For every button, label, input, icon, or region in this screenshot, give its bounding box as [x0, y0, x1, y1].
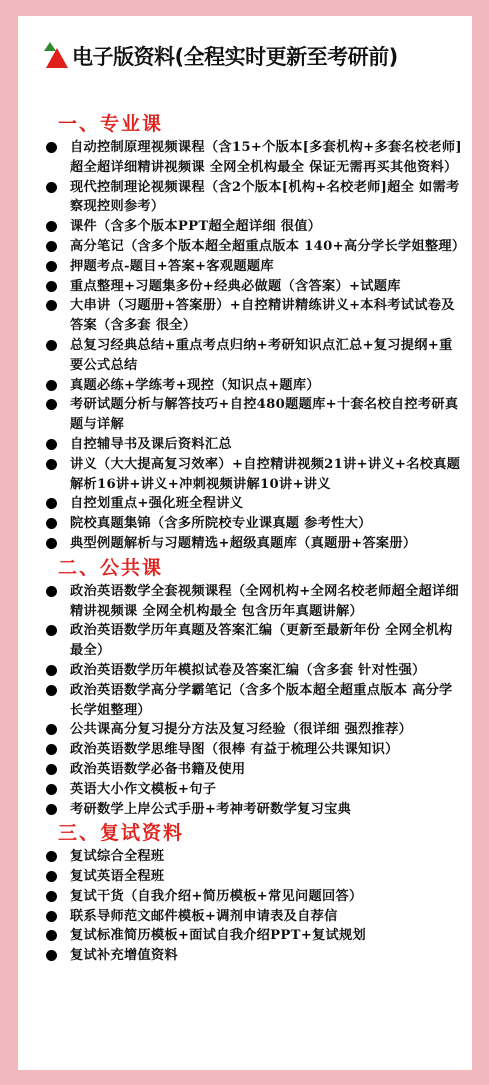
- list-item-text: 自控辅导书及课后资料汇总: [70, 436, 232, 452]
- list-item: [46, 257, 466, 277]
- list-item-text: 联系导师范文邮件模板+调剂申请表及自荐信: [70, 908, 338, 924]
- bullet-icon: [46, 241, 57, 252]
- list-item-text: 真题必练+学练考+现控（知识点+题库）: [70, 377, 320, 393]
- section-heading: 一、专业课: [58, 113, 164, 135]
- bullet-icon: [46, 300, 57, 311]
- list-item: [46, 740, 466, 760]
- list-item: [46, 681, 466, 721]
- bullet-icon: [46, 950, 57, 961]
- list-item-text: 押题考点-题目+答案+客观题题库: [70, 258, 274, 274]
- bullet-icon: [46, 685, 57, 696]
- bullet-icon: [46, 459, 57, 470]
- bullet-icon: [46, 340, 57, 351]
- list-item: [46, 621, 466, 661]
- list-item: [46, 946, 466, 966]
- bullet-icon: [46, 142, 57, 153]
- list-item: [46, 217, 466, 237]
- bullet-icon: [46, 261, 57, 272]
- bullet-icon: [46, 724, 57, 735]
- bullet-icon: [46, 891, 57, 902]
- list-item: [46, 514, 466, 534]
- list-item: [46, 376, 466, 396]
- list-item: [46, 178, 466, 218]
- list-item: [46, 720, 466, 740]
- item-list: [46, 582, 466, 820]
- bullet-icon: [46, 221, 57, 232]
- list-item: [46, 277, 466, 297]
- list-item-text: 总复习经典总结+重点考点归纳+考研知识点汇总+复习提纲+重要公式总结: [70, 337, 453, 373]
- list-item-text: 公共课高分复习提分方法及复习经验（很详细 强烈推荐）: [70, 722, 413, 738]
- list-item-text: 政治英语数学思维导图（很棒 有益于梳理公共课知识）: [70, 742, 399, 758]
- list-item-text: 高分笔记（含多个版本超全超重点版本 140+高分学长学姐整理）: [70, 238, 466, 254]
- list-item: [46, 847, 466, 867]
- section-major-course: [46, 112, 466, 554]
- list-item-text: 政治英语数学全套视频课程（全网机构+全网名校老师超全超详细精讲视频课 全网全机构最全 包含历年真题讲解）: [70, 583, 459, 619]
- bullet-icon: [46, 665, 57, 676]
- document-card: [18, 16, 472, 1070]
- list-item-text: 复试标准简历模板+面试自我介绍PPT+复试规划: [70, 928, 367, 944]
- list-item-text: 政治英语数学历年模拟试卷及答案汇编（含多套 针对性强）: [70, 662, 426, 678]
- list-item: [46, 395, 466, 435]
- bullet-icon: [46, 911, 57, 922]
- bullet-icon: [46, 538, 57, 549]
- page-title: 电子版资料(全程实时更新至考研前): [72, 45, 398, 69]
- list-item-text: 自控划重点+强化班全程讲义: [70, 496, 244, 512]
- list-item-text: 复试英语全程班: [70, 869, 165, 885]
- list-item-text: 现代控制理论视频课程（含2个版本[机构+名校老师]超全 如需考察现控则参考）: [70, 179, 460, 215]
- list-item: [46, 138, 466, 178]
- section-public-course: [46, 556, 466, 820]
- list-item: [46, 336, 466, 376]
- list-item-text: 政治英语数学高分学霸笔记（含多个版本超全超重点版本 高分学长学姐整理）: [70, 682, 453, 718]
- list-item: [46, 661, 466, 681]
- list-item: [46, 907, 466, 927]
- bullet-icon: [46, 586, 57, 597]
- list-item: [46, 435, 466, 455]
- list-item: [46, 760, 466, 780]
- list-item: [46, 800, 466, 820]
- list-item: [46, 237, 466, 257]
- bullet-icon: [46, 764, 57, 775]
- list-item: [46, 534, 466, 554]
- list-item-text: 政治英语数学必备书籍及使用: [70, 761, 246, 777]
- list-item: [46, 494, 466, 514]
- bullet-icon: [46, 804, 57, 815]
- bullet-icon: [46, 439, 57, 450]
- list-item-text: 自动控制原理视频课程（含15+个版本[多套机构+多套名校老师]超全超详细精讲视频课 全网全机构最全 保证无需再买其他资料）: [70, 140, 462, 175]
- list-item-text: 复试补充增值资料: [70, 948, 178, 964]
- section-retest-materials: [46, 821, 466, 966]
- bullet-icon: [46, 625, 57, 636]
- list-item-text: 政治英语数学历年真题及答案汇编（更新至最新年份 全网全机构最全）: [70, 623, 453, 659]
- bullet-icon: [46, 498, 57, 509]
- list-item-text: 重点整理+习题集多份+经典必做题（含答案）+试题库: [70, 278, 401, 294]
- list-item-text: 复试综合全程班: [70, 849, 165, 865]
- bullet-icon: [46, 930, 57, 941]
- item-list: [46, 847, 466, 966]
- item-list: [46, 138, 466, 554]
- bullet-icon: [46, 281, 57, 292]
- list-item-text: 讲义（大大提高复习效率）+自控精讲视频21讲+讲义+名校真题解析16讲+讲义+冲刺视频讲解10讲+讲义: [70, 456, 461, 492]
- list-item-text: 英语大小作文模板+句子: [70, 781, 217, 797]
- list-item-text: 典型例题解析与习题精选+超级真题库（真题册+答案册）: [70, 535, 417, 551]
- list-item: [46, 582, 466, 622]
- bullet-icon: [46, 784, 57, 795]
- bullet-icon: [46, 871, 57, 882]
- section-heading: 二、公共课: [58, 556, 164, 579]
- list-item-text: 考研数学上岸公式手册+考神考研数学复习宝典: [70, 801, 352, 817]
- bullet-icon: [46, 380, 57, 391]
- list-item-text: 大串讲（习题册+答案册）+自控精讲精练讲义+本科考试试卷及答案（含多套 很全）: [70, 298, 455, 334]
- warning-triangle-icon: [44, 42, 68, 70]
- list-item-text: 课件（含多个版本PPT超全超详细 很值）: [70, 219, 322, 235]
- bullet-icon: [46, 851, 57, 862]
- list-item-text: 院校真题集锦（含多所院校专业课真题 参考性大）: [70, 516, 372, 532]
- bullet-icon: [46, 518, 57, 529]
- list-item: [46, 887, 466, 907]
- list-item: [46, 780, 466, 800]
- list-item: [46, 926, 466, 946]
- title-row: [44, 38, 398, 74]
- list-item: [46, 296, 466, 336]
- bullet-icon: [46, 744, 57, 755]
- list-item-text: 考研试题分析与解答技巧+自控480题题库+十套名校自控考研真题与详解: [70, 397, 459, 433]
- content: [46, 112, 466, 966]
- bullet-icon: [46, 182, 57, 193]
- bullet-icon: [46, 399, 57, 410]
- list-item: [46, 867, 466, 887]
- section-heading: 三、复试资料: [58, 822, 185, 845]
- list-item-text: 复试干货（自我介绍+简历模板+常见问题回答）: [70, 888, 363, 904]
- list-item: [46, 455, 466, 495]
